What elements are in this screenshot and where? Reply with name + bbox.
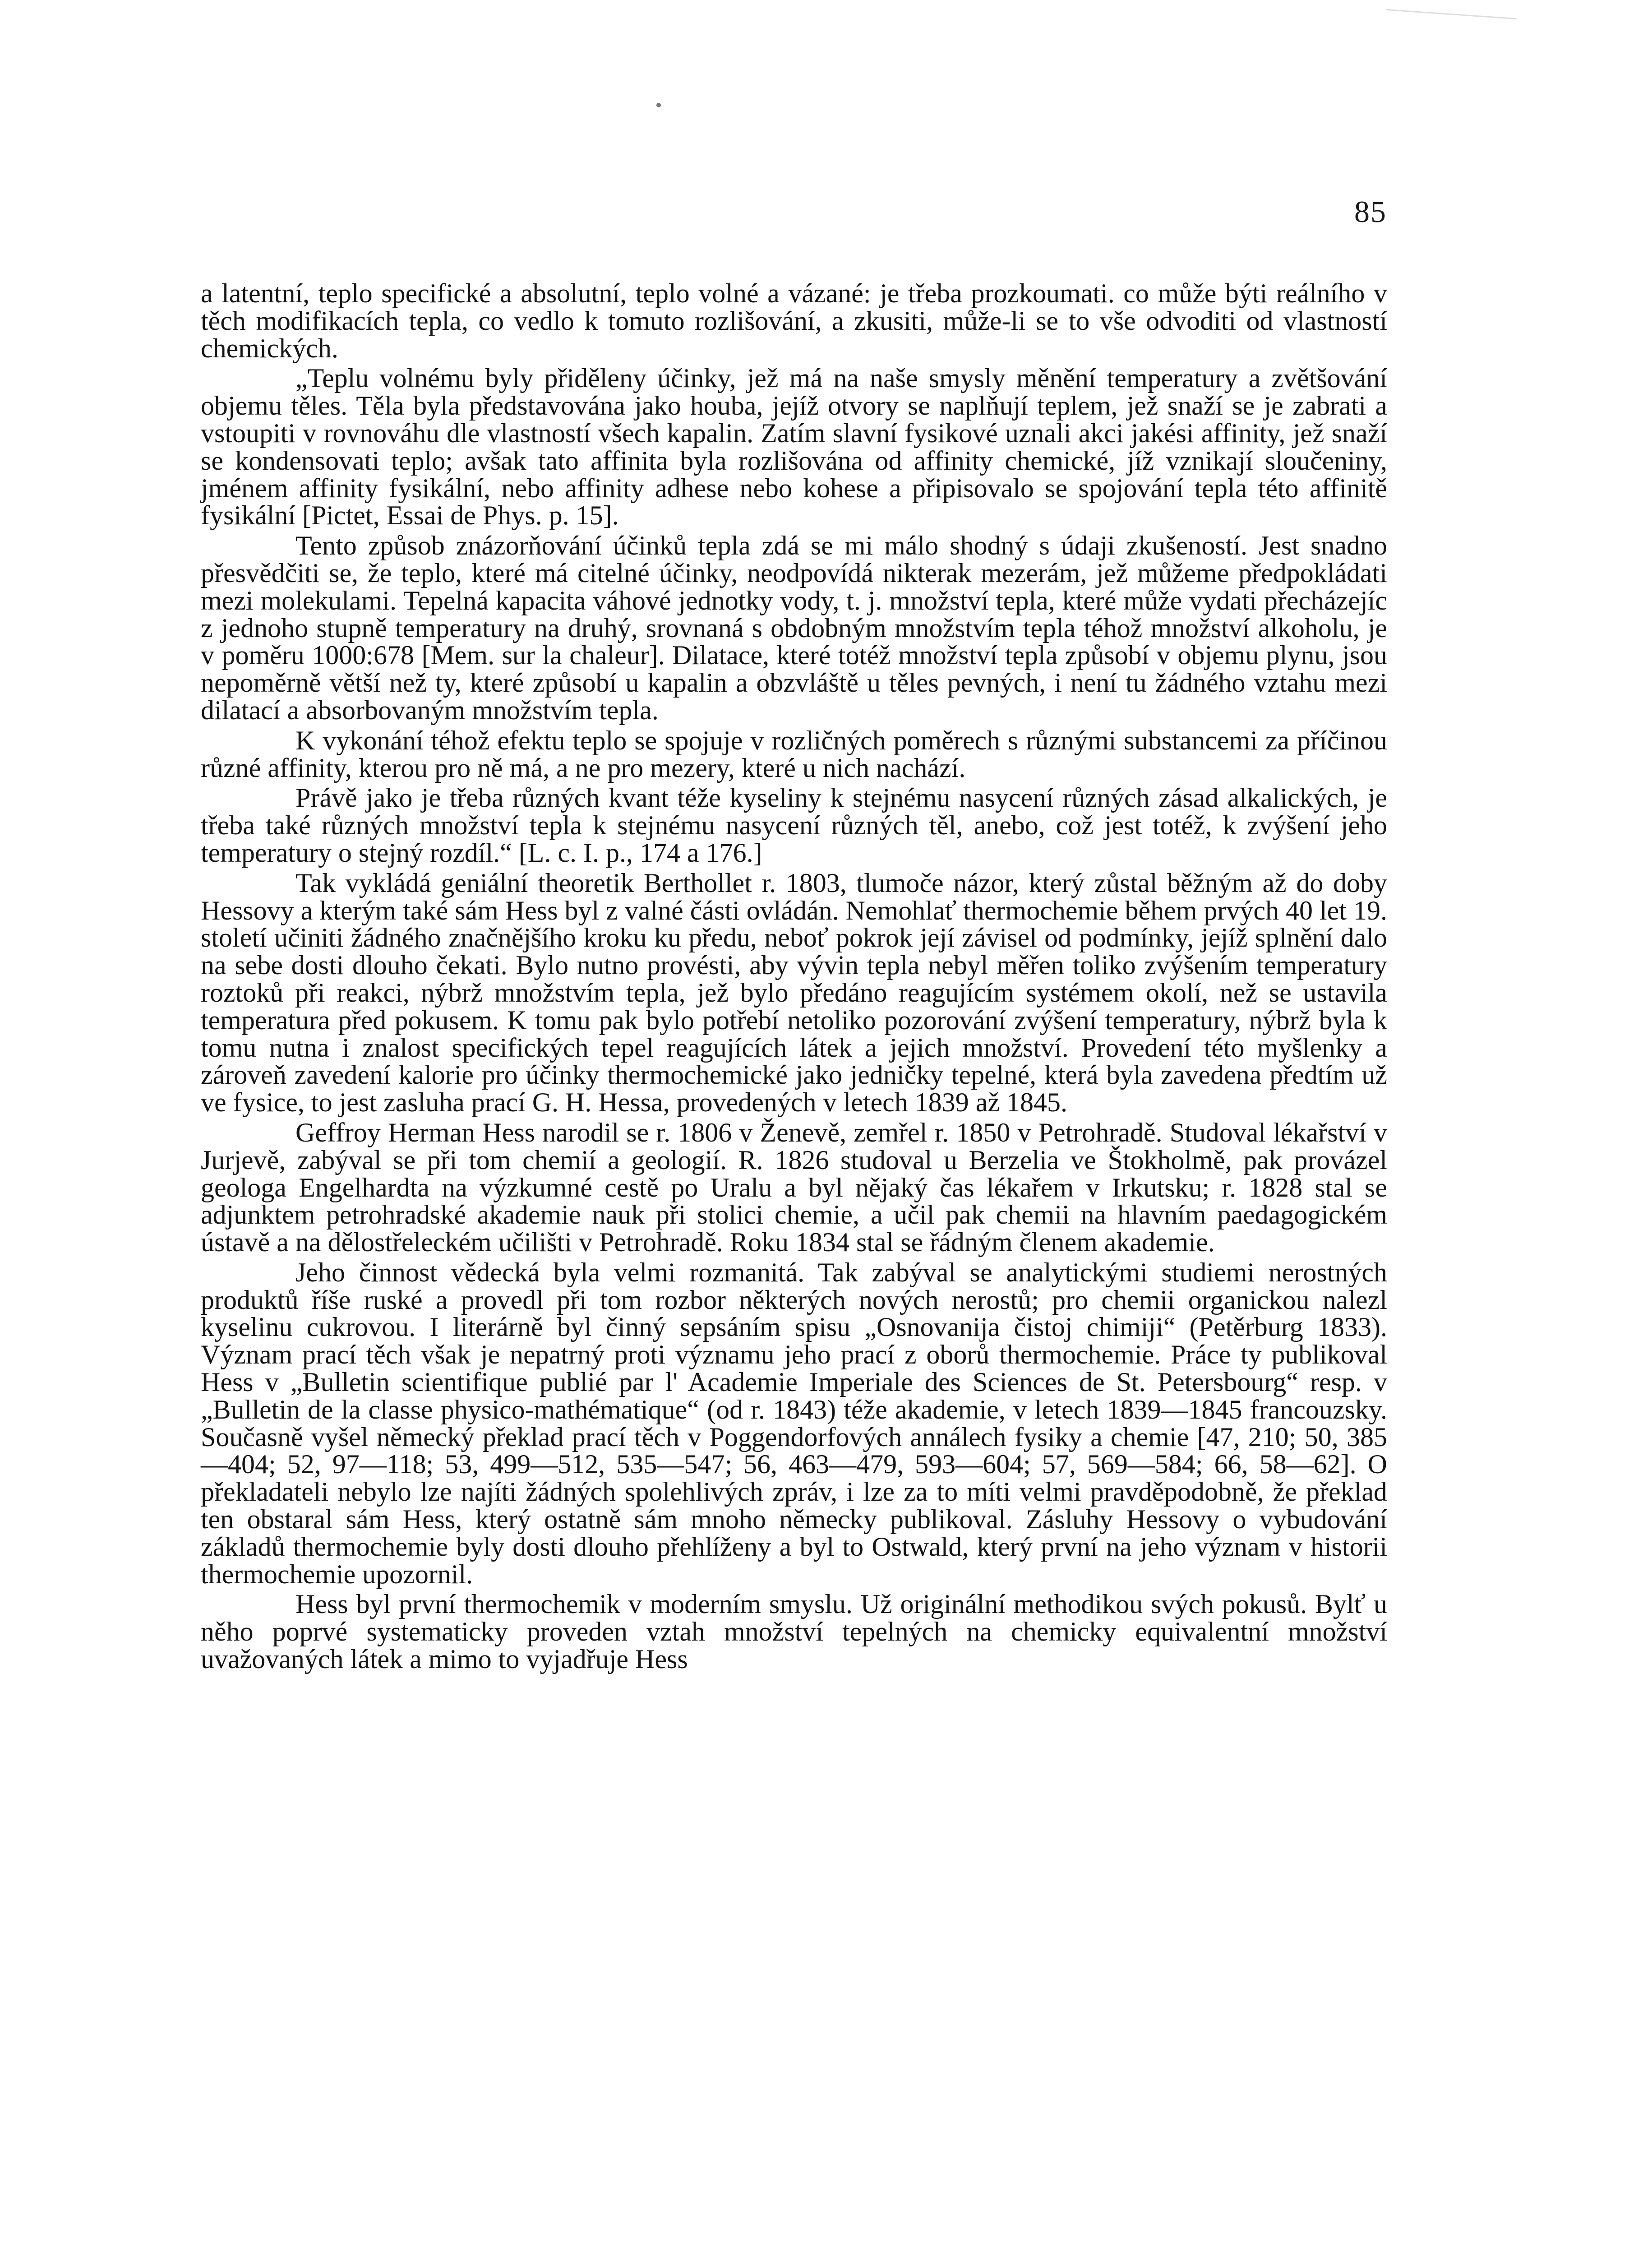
paragraph-8: Jeho činnost vědecká byla velmi rozmanitá. Tak zabýval se analytickými studiemi nerostných produktů říše ruské a provedl při tom rozbor některých nových nerostů; pro chemii organickou nalezl kyselinu cukrovou. I literárně byl činný sepsáním spisu „Osnovanija čistoj chimiji“ (Petěrburg 1833). Význam prací těch však je nepatrný proti významu jeho prací z oborů thermochemie. Práce ty publikoval Hess v „Bulletin scientifique publié par l' Academie Imperiale des Sciences de St. Petersbourg“ resp. v „Bulletin de la classe physico-mathématique“ (od r. 1843) téže akademie, v letech 1839—1845 francouzsky. Současně vyšel německý překlad prací těch v Poggendorfových annálech fysiky a chemie [47, 210; 50, 385—404; 52, 97—118; 53, 499—512, 535—547; 56, 463—479, 593—604; 57, 569—584; 66, 58—62]. O překladateli nebylo lze najíti žádných spolehlivých zpráv, i lze za to míti velmi pravděpodobně, že překlad ten obstaral sám Hess, který ostatně sám mnoho německy publikoval. Zásluhy Hessovy o vybudování základů thermochemie byly dosti dlouho přehlíženy a byl to Ostwald, který první na jeho význam v historii thermochemie upozornil. <box>201 1257 1387 1589</box>
scan-edge-mark <box>1384 9 1517 46</box>
paragraph-7: Geffroy Herman Hess narodil se r. 1806 v Ženevě, zemřel r. 1850 v Petrohradě. Studoval lékařství v Jurjevě, zabýval se při tom chemií a geologií. R. 1826 studoval u Berzelia ve Štokholmě, pak provázel geologa Engelhardta na výzkumné cestě po Uralu a byl nějaký čas lékařem v Irkutsku; r. 1828 stal se adjunktem petrohradské akademie nauk při stolici chemie, a učil pak chemii na hlavním paedagogickém ústavě a na dělostřeleckém učilišti v Petrohradě. Roku 1834 stal se řádným členem akademie. <box>201 1117 1387 1257</box>
paragraph-5: Právě jako je třeba různých kvant téže kyseliny k stejnému nasycení různých zásad alkalických, je třeba také různých množství tepla k stejnému nasycení různých těl, anebo, což jest totéž, k zvýšení jeho temperatury o stejný rozdíl.“ [L. c. I. p., 174 a 176.] <box>201 783 1387 868</box>
paragraph-3: Tento způsob znázorňování účinků tepla zdá se mi málo shodný s údaji zkušeností. Jest snadno přesvědčiti se, že teplo, které má citelné účinky, neodpovídá nikterak mezerám, jež můžeme předpokládati mezi molekulami. Tepelná kapacita váhové jednotky vody, t. j. množství tepla, které může vydati přecházejíc z jednoho stupně temperatury na druhý, srovnaná s obdobným množstvím tepla téhož množství alkoholu, je v poměru 1000:678 [Mem. sur la chaleur]. Dilatace, které totéž množství tepla způsobí v objemu plynu, jsou nepoměrně větší než ty, které způsobí u kapalin a obzvláště u těles pevných, i není tu žádného vztahu mezi dilatací a absorbovaným množstvím tepla. <box>201 531 1387 725</box>
scan-speck <box>656 103 661 107</box>
page-number: 85 <box>1354 194 1387 229</box>
paragraph-9: Hess byl první thermochemik v moderním smyslu. Už originální methodikou svých pokusů. Bylť u něho poprvé systematicky proveden vztah množství tepelných na chemicky equivalentní množství uvažovaných látek a mimo to vyjadřuje Hess <box>201 1589 1387 1674</box>
paragraph-6: Tak vykládá geniální theoretik Berthollet r. 1803, tlumoče názor, který zůstal běžným až do doby Hessovy a kterým také sám Hess byl z valné části ovládán. Nemohlať thermochemie během prvých 40 let 19. století učiniti žádného značnějšího kroku ku předu, neboť pokrok její závisel od podmínky, jejíž splnění dalo na sebe dosti dlouho čekati. Bylo nutno provésti, aby vývin tepla nebyl měřen toliko zvýšením temperatury roztoků při reakci, nýbrž množstvím tepla, jež bylo předáno reagujícím systémem okolí, než se ustavila temperatura před pokusem. K tomu pak bylo potřebí netoliko pozorování zvýšení temperatury, nýbrž byla k tomu nutna i znalost specifických tepel reagujících látek a jejich množství. Provedení této myšlenky a zároveň zavedení kalorie pro účinky thermochemické jako jedničky tepelné, která byla zavedena předtím už ve fysice, to jest zasluha prací G. H. Hessa, provedených v letech 1839 až 1845. <box>201 868 1387 1118</box>
paragraph-2: „Teplu volnému byly přiděleny účinky, jež má na naše smysly měnění temperatury a zvětšování objemu těles. Těla byla představována jako houba, jejíž otvory se naplňují teplem, jež snaží se je zabrati a vstoupiti v rovnováhu dle vlastností všech kapalin. Zatím slavní fysikové uznali akci jakési affinity, jež snaží se kondensovati teplo; avšak tato affinita byla rozlišována od affinity chemické, jíž vznikají sloučeniny, jménem affinity fysikální, nebo affinity adhese nebo kohese a připisovalo se spojování tepla této affinitě fysikální [Pictet, Essai de Phys. p. 15]. <box>201 363 1387 531</box>
paragraph-4: K vykonání téhož efektu teplo se spojuje v rozličných poměrech s různými substancemi za příčinou různé affinity, kterou pro ně má, a ne pro mezery, které u nich nachází. <box>201 725 1387 783</box>
body-text <box>201 280 1387 1676</box>
paragraph-1: a latentní, teplo specifické a absolutní, teplo volné a vázané: je třeba prozkoumati. co může býti reálního v těch modifikacích tepla, co vedlo k tomuto rozlišování, a zkusiti, může-li se to vše odvoditi od vlastností chemických. <box>201 278 1387 363</box>
